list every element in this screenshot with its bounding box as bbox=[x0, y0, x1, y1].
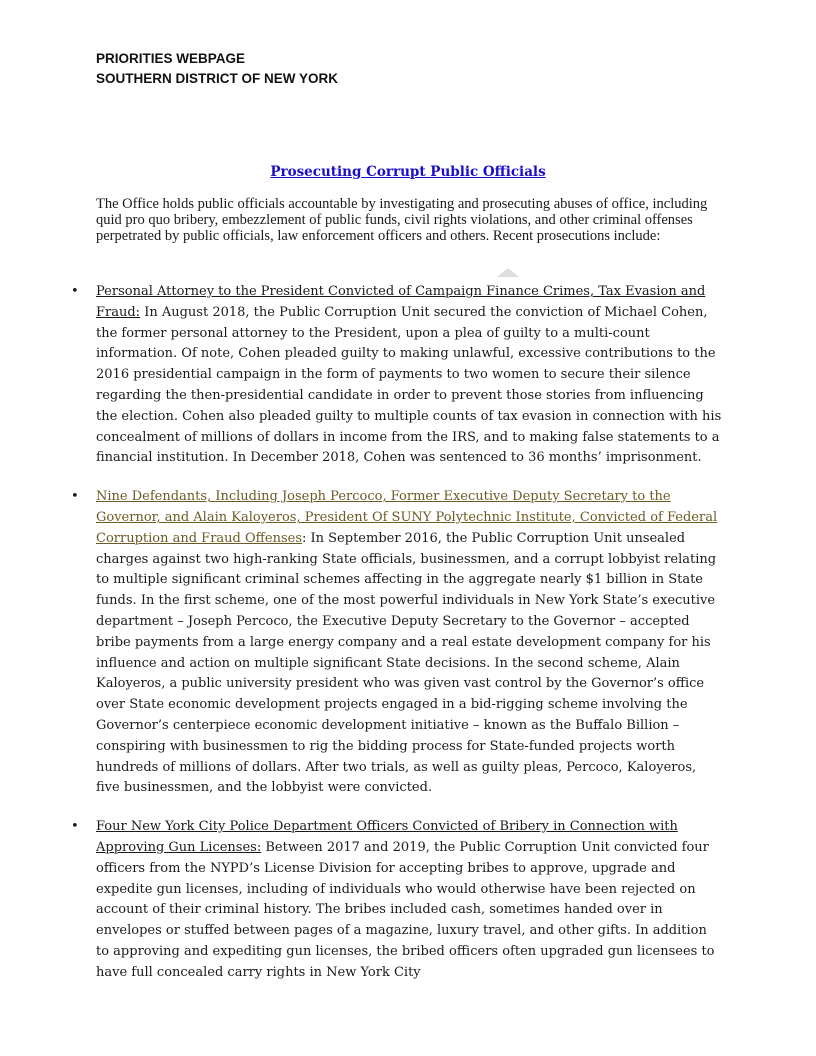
bullet-icon: • bbox=[71, 284, 79, 299]
list-item bbox=[71, 487, 722, 799]
item-heading-percoco-link[interactable]: Nine Defendants, Including Joseph Percoco, Former Executive Deputy Secretary to the Governor, and Alain Kaloyeros, President Of SUNY Polytechnic Institute, Convicted of Federal Corruption and Fraud Offenses bbox=[96, 489, 718, 546]
item-body: Between 2017 and 2019, the Public Corruption Unit convicted four officers from the NYPD’s License Division for accepting bribes to approve, upgrade and expedite gun licenses, including of individuals who would otherwise have been rejected on account of their criminal history. The bribes included cash, sometimes handed over in envelopes or stuffed between pages of a magazine, luxury travel, and other gifts. In addition to approving and expediting gun licenses, the bribed officers often upgraded gun licensees to have full concealed carry rights in New York City bbox=[96, 839, 715, 980]
list-item bbox=[71, 817, 722, 983]
item-heading-cohen: Personal Attorney to the President Convicted of Campaign Finance Crimes, Tax Evasion and Fraud: bbox=[96, 284, 706, 320]
item-body: : In September 2016, the Public Corruption Unit unsealed charges against two high-ranking State officials, businessmen, and a corrupt lobbyist relating to multiple significant criminal schemes affecting in the aggregate nearly $1 billion in State funds. In the first scheme, one of the most powerful individuals in New York State’s executive department – Joseph Percoco, the Executive Deputy Secretary to the Governor – accepted bribe payments from a large energy company and a real estate development company for his influence and action on multiple significant State decisions. In the second scheme, Alain Kaloyeros, a public university president who was given vast control by the Governor’s office over State economic development projects engaged in a bid-rigging scheme involving the Governor’s centerpiece economic development initiative – known as the Buffalo Billion – conspiring with businessmen to rig the bidding process for State-funded projects worth hundreds of millions of dollars. After two trials, as well as guilty pleas, Percoco, Kaloyeros, five businessmen, and the lobbyist were convicted. bbox=[96, 530, 717, 796]
list-item bbox=[71, 282, 722, 469]
bullet-icon: • bbox=[71, 489, 79, 505]
document-header bbox=[96, 49, 338, 89]
scroll-up-caret-icon[interactable] bbox=[497, 268, 519, 277]
bullet-icon: • bbox=[71, 819, 79, 835]
prosecution-list bbox=[71, 282, 722, 1002]
item-heading-nypd: Four New York City Police Department Officers Convicted of Bribery in Connection with Approving Gun Licenses: bbox=[96, 819, 678, 855]
item-body: In August 2018, the Public Corruption Unit secured the conviction of Michael Cohen, the former personal attorney to the President, upon a plea of guilty to a multi-count information. Of note, Cohen pleaded guilty to making unlawful, excessive contributions to the 2016 presidential campaign in the form of payments to two women to secure their silence regarding the then-presidential candidate in order to prevent those stories from influencing the election. Cohen also pleaded guilty to multiple counts of tax evasion in connection with his concealment of millions of dollars in income from the IRS, and to making false statements to a financial institution. In December 2018, Cohen was sentenced to 36 months’ imprisonment. bbox=[96, 304, 722, 466]
intro-paragraph: The Office holds public officials accountable by investigating and prosecuting abuses of office, including quid pro quo bribery, embezzlement of public funds, civil rights violations, and other criminal offenses perpetrated by public officials, law enforcement officers and others. Recent prosecutions include: bbox=[96, 196, 708, 244]
page-title-link[interactable]: Prosecuting Corrupt Public Officials bbox=[270, 164, 546, 180]
header-line-priorities: PRIORITIES WEBPAGE bbox=[96, 51, 246, 66]
page-title bbox=[0, 163, 816, 181]
header-line-district: SOUTHERN DISTRICT OF NEW YORK bbox=[96, 71, 339, 86]
